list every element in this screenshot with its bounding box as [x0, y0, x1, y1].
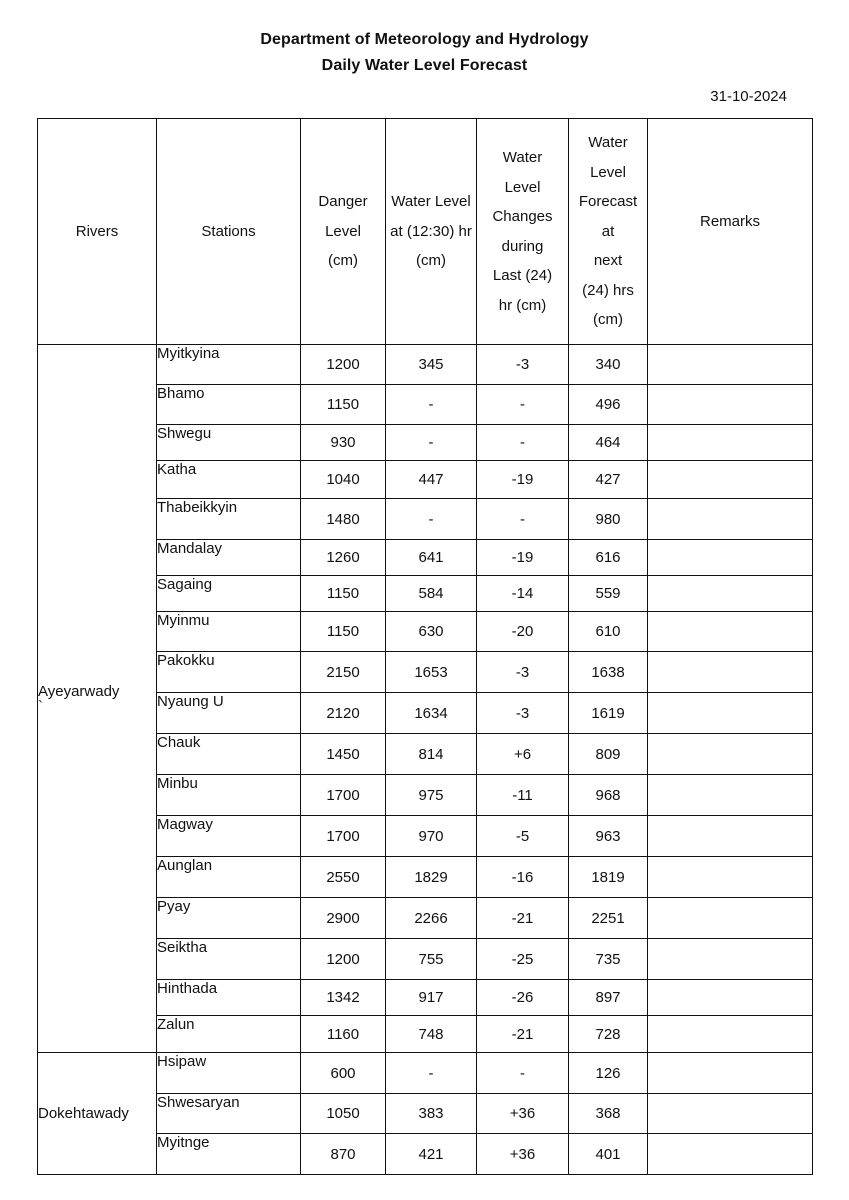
level-change: -3	[477, 652, 569, 693]
page-subtitle: Daily Water Level Forecast	[321, 57, 528, 74]
station-name: Magway	[157, 816, 301, 857]
forecast-level: 368	[569, 1094, 648, 1134]
forecast-level: 728	[569, 1016, 648, 1053]
station-name: Mandalay	[157, 540, 301, 576]
water-level: 1634	[386, 693, 477, 734]
header-line: Level	[504, 178, 541, 196]
header-line: Water Level	[391, 193, 471, 211]
remarks	[648, 425, 813, 461]
station-name: Seiktha	[157, 939, 301, 980]
level-change: -5	[477, 816, 569, 857]
forecast-level: 897	[569, 980, 648, 1016]
level-change: -25	[477, 939, 569, 980]
water-level: 630	[386, 612, 477, 652]
danger-level: 600	[301, 1053, 386, 1094]
water-level: 814	[386, 734, 477, 775]
level-change: -26	[477, 980, 569, 1016]
remarks	[648, 734, 813, 775]
station-name: Nyaung U	[157, 693, 301, 734]
forecast-level: 464	[569, 425, 648, 461]
danger-level: 870	[301, 1134, 386, 1175]
remarks	[648, 385, 813, 425]
river-name: Ayeyarwady	[38, 683, 120, 700]
page-title: Department of Meteorology and Hydrology	[260, 31, 589, 48]
header-line: Water	[502, 149, 543, 166]
water-level: 641	[386, 540, 477, 576]
water-level: 1653	[386, 652, 477, 693]
danger-level: 1150	[301, 612, 386, 652]
river-mark: `	[38, 698, 43, 715]
remarks	[648, 980, 813, 1016]
danger-level: 2150	[301, 652, 386, 693]
station-name: Myitkyina	[157, 345, 301, 385]
remarks	[648, 1134, 813, 1175]
station-name: Bhamo	[157, 385, 301, 425]
table-header-row	[38, 119, 813, 345]
danger-level: 1700	[301, 775, 386, 816]
water-level: 755	[386, 939, 477, 980]
remarks	[648, 612, 813, 652]
remarks	[648, 939, 813, 980]
forecast-level: 980	[569, 499, 648, 540]
level-change: +6	[477, 734, 569, 775]
forecast-level: 616	[569, 540, 648, 576]
forecast-level: 809	[569, 734, 648, 775]
header-line: at	[601, 222, 615, 240]
forecast-level: 735	[569, 939, 648, 980]
header-water-level	[386, 119, 477, 345]
remarks	[648, 693, 813, 734]
forecast-level: 340	[569, 345, 648, 385]
water-level: -	[386, 1053, 477, 1094]
level-change: -	[477, 499, 569, 540]
remarks	[648, 775, 813, 816]
danger-level: 2900	[301, 898, 386, 939]
station-name: Sagaing	[157, 576, 301, 612]
level-change: -21	[477, 1016, 569, 1053]
level-change: -20	[477, 612, 569, 652]
water-level: 2266	[386, 898, 477, 939]
station-name: Zalun	[157, 1016, 301, 1053]
danger-level: 1450	[301, 734, 386, 775]
water-level: 421	[386, 1134, 477, 1175]
header-line: next	[593, 252, 623, 270]
remarks	[648, 652, 813, 693]
water-level: 584	[386, 576, 477, 612]
forecast-level: 1619	[569, 693, 648, 734]
danger-level: 1260	[301, 540, 386, 576]
level-change: -11	[477, 775, 569, 816]
forecast-level: 427	[569, 461, 648, 499]
level-change: -19	[477, 461, 569, 499]
forecast-level: 496	[569, 385, 648, 425]
river-cell	[38, 345, 157, 1053]
station-name: Chauk	[157, 734, 301, 775]
remarks	[648, 898, 813, 939]
river-name: Dokehtawady	[38, 1105, 129, 1122]
station-name: Hsipaw	[157, 1053, 301, 1094]
level-change: -16	[477, 857, 569, 898]
level-change: +36	[477, 1094, 569, 1134]
water-level: 975	[386, 775, 477, 816]
forecast-level: 963	[569, 816, 648, 857]
station-name: Thabeikkyin	[157, 499, 301, 540]
danger-level: 930	[301, 425, 386, 461]
header-level-changes	[477, 119, 569, 345]
station-name: Myinmu	[157, 612, 301, 652]
header-danger-level	[301, 119, 386, 345]
forecast-level: 1819	[569, 857, 648, 898]
danger-level: 1160	[301, 1016, 386, 1053]
remarks	[648, 1016, 813, 1053]
danger-level: 1040	[301, 461, 386, 499]
header-line: Level	[325, 222, 361, 240]
forecast-level: 1638	[569, 652, 648, 693]
danger-level: 1150	[301, 576, 386, 612]
water-level: 917	[386, 980, 477, 1016]
danger-level: 1200	[301, 345, 386, 385]
water-level: -	[386, 425, 477, 461]
forecast-level: 968	[569, 775, 648, 816]
header-remarks: Remarks	[648, 119, 813, 345]
forecast-level: 2251	[569, 898, 648, 939]
danger-level: 1700	[301, 816, 386, 857]
header-stations: Stations	[157, 119, 301, 345]
remarks	[648, 816, 813, 857]
level-change: -19	[477, 540, 569, 576]
level-change: +36	[477, 1134, 569, 1175]
remarks	[648, 540, 813, 576]
header-line: (cm)	[593, 311, 623, 329]
water-level-table	[37, 118, 813, 1175]
header-line: (cm)	[328, 252, 358, 270]
danger-level: 1480	[301, 499, 386, 540]
table-row	[38, 1053, 813, 1094]
header-line: during	[501, 237, 544, 255]
header-line: Forecast	[578, 193, 638, 211]
header-rivers: Rivers	[38, 119, 157, 345]
remarks	[648, 857, 813, 898]
header-line: Water	[588, 134, 628, 152]
water-level: -	[386, 385, 477, 425]
header-forecast	[569, 119, 648, 345]
remarks	[648, 461, 813, 499]
level-change: -3	[477, 345, 569, 385]
water-level: 383	[386, 1094, 477, 1134]
forecast-level: 559	[569, 576, 648, 612]
station-name: Minbu	[157, 775, 301, 816]
report-date: 31-10-2024	[710, 88, 787, 105]
level-change: -	[477, 1053, 569, 1094]
header-line: Last (24)	[492, 267, 553, 284]
header-line: hr (cm)	[498, 296, 547, 314]
remarks	[648, 576, 813, 612]
header-line: Danger	[318, 193, 368, 211]
station-name: Myitnge	[157, 1134, 301, 1175]
station-name: Pyay	[157, 898, 301, 939]
river-cell	[38, 1053, 157, 1175]
water-level: 970	[386, 816, 477, 857]
water-level: 748	[386, 1016, 477, 1053]
remarks	[648, 499, 813, 540]
danger-level: 1200	[301, 939, 386, 980]
water-level: 1829	[386, 857, 477, 898]
forecast-level: 126	[569, 1053, 648, 1094]
forecast-level: 401	[569, 1134, 648, 1175]
level-change: -	[477, 425, 569, 461]
header-line: Changes	[492, 208, 553, 225]
station-name: Shwesaryan	[157, 1094, 301, 1134]
station-name: Katha	[157, 461, 301, 499]
level-change: -21	[477, 898, 569, 939]
header-line: Level	[590, 163, 626, 181]
level-change: -14	[477, 576, 569, 612]
station-name: Hinthada	[157, 980, 301, 1016]
header-line: (cm)	[416, 252, 446, 270]
danger-level: 2120	[301, 693, 386, 734]
level-change: -	[477, 385, 569, 425]
header-line: (24) hrs	[582, 281, 634, 299]
remarks	[648, 1094, 813, 1134]
danger-level: 1150	[301, 385, 386, 425]
remarks	[648, 1053, 813, 1094]
danger-level: 2550	[301, 857, 386, 898]
danger-level: 1050	[301, 1094, 386, 1134]
danger-level: 1342	[301, 980, 386, 1016]
table-row	[38, 345, 813, 385]
water-level: 345	[386, 345, 477, 385]
station-name: Shwegu	[157, 425, 301, 461]
forecast-level: 610	[569, 612, 648, 652]
station-name: Pakokku	[157, 652, 301, 693]
level-change: -3	[477, 693, 569, 734]
water-level: 447	[386, 461, 477, 499]
water-level: -	[386, 499, 477, 540]
station-name: Aunglan	[157, 857, 301, 898]
remarks	[648, 345, 813, 385]
header-line: at (12:30) hr	[390, 222, 472, 240]
